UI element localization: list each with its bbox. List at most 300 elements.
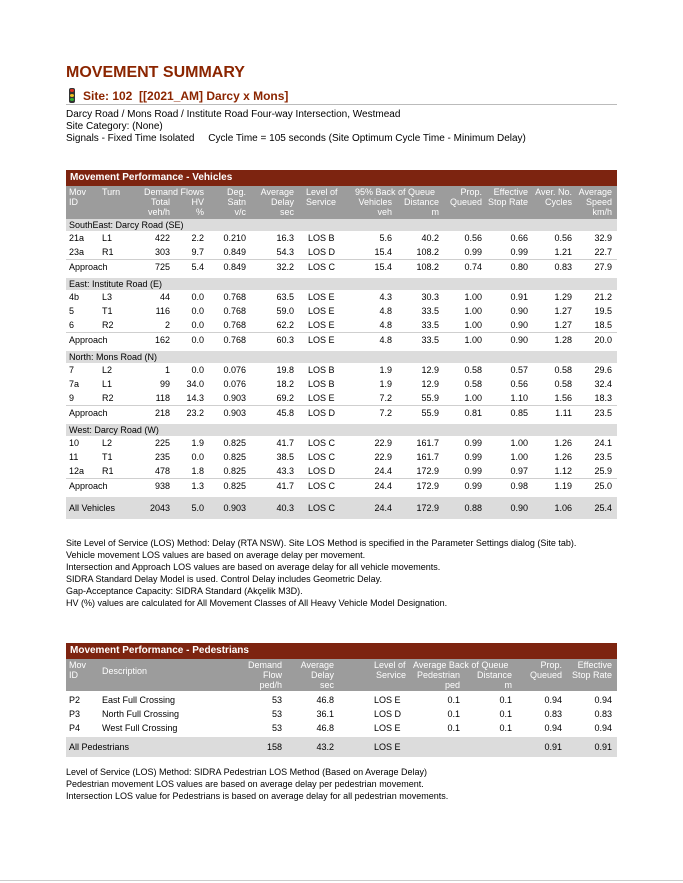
cell: 32.2 [276,262,294,272]
cell: All Pedestrians [69,742,130,752]
pedestrians-table [66,643,617,757]
cell: 0.90 [510,320,528,330]
cell: 1.9 [379,365,392,375]
cell: West Full Crossing [102,723,178,733]
header-delay-unit: sec [279,207,294,217]
cell: 0.90 [510,335,528,345]
header-deg: Deg. [226,187,246,197]
table-row [66,707,617,721]
cell: 0.91 [594,742,612,752]
cell: 19.5 [594,306,612,316]
cell: 0.88 [464,503,482,513]
cell: 29.6 [594,365,612,375]
cell: 41.7 [276,481,294,491]
note-line: Pedestrian movement LOS values are based on average delay per pedestrian movement. [66,779,424,789]
cell: 22.9 [374,438,392,448]
cell: 0.74 [464,262,482,272]
cell: 0.58 [554,365,572,375]
cell: LOS E [308,320,335,330]
table-row [66,391,617,405]
cell: 27.9 [594,262,612,272]
cell: 21.2 [594,292,612,302]
cell: 0.0 [191,292,204,302]
cell: 2.2 [191,233,204,243]
cell: 41.7 [276,438,294,448]
cell: 1.00 [510,452,528,462]
header-satn: Satn [227,197,246,207]
note-line: Vehicle movement LOS values are based on average delay per movement. [66,550,366,560]
cell: 0.1 [447,723,460,733]
cell: 0.1 [499,709,512,719]
cell: 108.2 [416,262,439,272]
cell: 0.56 [510,379,528,389]
cell: P2 [69,695,81,705]
header-prop: Prop. [540,660,562,670]
header-flow: Flow [262,670,282,680]
cell: 1.12 [554,466,572,476]
header-id: ID [69,670,78,680]
header-mov: Mov [69,660,87,670]
cell: 40.2 [421,233,439,243]
cell: 0.849 [223,247,246,257]
table-row [66,318,617,332]
approach-row [66,259,617,274]
cell: 45.8 [276,408,294,418]
cell: 0.94 [594,723,612,733]
cell: 422 [154,233,170,243]
cell: 218 [154,408,170,418]
header-queued: Queued [449,197,482,207]
traffic-signal-icon [69,88,75,103]
table-row [66,693,617,707]
cell: L1 [102,233,113,243]
cell: 1.26 [554,452,572,462]
cell: 0.91 [544,742,562,752]
cell: 116 [155,306,170,316]
table-row [66,721,617,735]
header-pedestrian: Pedestrian [416,670,460,680]
cell: L3 [102,292,113,302]
cell: LOS E [308,292,335,302]
cell: 0.825 [223,466,246,476]
cell: 0.825 [223,481,246,491]
cell: LOS C [308,503,336,513]
cell: 55.9 [421,408,439,418]
cell: 63.5 [276,292,294,302]
cell: Approach [69,335,108,345]
cell: 478 [154,466,170,476]
cell: 43.2 [316,742,334,752]
cell: R1 [102,466,114,476]
table-row [66,464,617,478]
cell: 1.00 [464,335,482,345]
cell: 32.4 [594,379,612,389]
cell: 0.94 [594,695,612,705]
cell: 62.2 [276,320,294,330]
header-level-of: Level of [374,660,406,670]
header-average-back-of-queue: Average Back of Queue [413,660,509,670]
header-average: Average [300,660,334,670]
header-speed-unit: km/h [592,207,612,217]
header-stop-rate: Stop Rate [487,197,528,207]
cell: 0.903 [223,393,246,403]
table-row [66,290,617,304]
cell: LOS E [374,742,401,752]
cell: Approach [69,408,108,418]
header-description: Description [102,666,148,676]
header-total: Total [150,197,170,207]
cell: 53 [271,709,282,719]
cell: 0.83 [544,709,562,719]
table-row [66,436,617,450]
cell: 21a [69,233,85,243]
cell: 0.825 [223,452,246,462]
cell: R1 [102,247,114,257]
pedestrians-table-body [66,691,617,757]
cell: 11 [69,452,79,462]
note-line: Level of Service (LOS) Method: SIDRA Pedestrian LOS Method (Based on Average Delay) [66,767,428,777]
cell: 0.56 [554,233,572,243]
header-delay: Delay [270,197,294,207]
header-service: Service [306,197,337,207]
cell: 0.0 [191,335,204,345]
cell: 2 [164,320,170,330]
cell: LOS C [308,262,336,272]
approach-group-header: West: Darcy Road (W) [66,424,617,436]
header-stop-rate: Stop Rate [571,670,612,680]
cell: 5 [69,306,75,316]
cell: 0.58 [464,365,482,375]
note-line: Intersection LOS value for Pedestrians is based on average delay for all pedestrian movements. [66,791,449,801]
cell: 0.0 [191,452,204,462]
cell: LOS C [308,438,336,448]
cell: 0.99 [464,481,482,491]
cell: 0.85 [510,408,528,418]
cell: 0.90 [510,503,528,513]
cell: 0.849 [223,262,246,272]
header-distance: Distance [403,197,439,207]
header-mov: Mov [69,187,87,197]
cell: 725 [154,262,170,272]
cell: 23a [69,247,85,257]
cell: 18.2 [276,379,294,389]
cell: 1.9 [191,438,204,448]
cell: 12.9 [421,365,439,375]
cell: 10 [69,438,80,448]
cell: 16.3 [276,233,294,243]
cell: 59.0 [276,306,294,316]
cell: LOS E [308,393,335,403]
cell: 25.9 [594,466,612,476]
report-title: MOVEMENT SUMMARY [66,64,245,81]
cell: 4b [69,292,80,302]
cell: 1 [164,365,170,375]
cell: 9.7 [191,247,204,257]
header-hv: HV [191,197,204,207]
cell: 0.1 [499,695,512,705]
cell: 0.98 [510,481,528,491]
cell: 60.3 [276,335,294,345]
cell: 0.99 [464,466,482,476]
vehicles-table [66,170,617,519]
cell: North Full Crossing [102,709,180,719]
cell: 0.1 [447,709,460,719]
approach-row [66,478,617,493]
cell: 0.210 [223,233,246,243]
header-delay: Delay [310,670,334,680]
cell: 0.1 [447,695,460,705]
cell: 225 [154,438,170,448]
cell: LOS C [308,452,336,462]
cell: 19.8 [276,365,294,375]
cell: 5.4 [191,262,204,272]
note-line: Intersection and Approach LOS values are based on average delay for all vehicle movements. [66,562,441,572]
cell: 53 [271,723,282,733]
header-pedestrian-unit: ped [444,680,460,690]
vehicles-table-body [66,219,617,519]
cell: 0.768 [223,320,246,330]
header-average-speed: Average [578,187,612,197]
cell: 0.0 [191,320,204,330]
cell: 0.768 [223,292,246,302]
header-total-unit: veh/h [147,207,170,217]
cell: L2 [102,438,113,448]
cell: 12.9 [421,379,439,389]
header-distance-unit: m [504,680,512,690]
cell: 55.9 [421,393,439,403]
cell: 1.00 [464,393,482,403]
cell: 46.8 [316,723,334,733]
cell: LOS E [308,306,335,316]
cell: 36.1 [316,709,334,719]
cell: 43.3 [276,466,294,476]
cell: LOS E [374,695,401,705]
cell: 172.9 [416,503,439,513]
header-vehicles-unit: veh [377,207,392,217]
all-vehicles-row [66,497,617,519]
cell: 0.99 [464,247,482,257]
cell: 0.903 [223,503,246,513]
cell: 0.56 [464,233,482,243]
header-speed: Speed [585,197,612,207]
cell: LOS D [308,408,336,418]
cell: R2 [102,320,114,330]
cell: 0.99 [510,247,528,257]
cell: 18.3 [594,393,612,403]
cell: 0.97 [510,466,528,476]
cell: 7.2 [379,408,392,418]
cell: 24.1 [594,438,612,448]
site-header [66,88,617,105]
approach-group-header: SouthEast: Darcy Road (SE) [66,219,617,231]
header-prop: Prop. [460,187,482,197]
table-row [66,377,617,391]
cell: LOS D [374,709,402,719]
cell: 235 [154,452,170,462]
cell: 303 [154,247,170,257]
cell: 4.8 [379,306,392,316]
cell: 0.768 [223,335,246,345]
cell: 22.7 [594,247,612,257]
cell: 1.3 [191,481,204,491]
cell: 172.9 [416,481,439,491]
cell: 161.7 [416,438,439,448]
cell: 4.8 [379,320,392,330]
cell: 108.2 [416,247,439,257]
cell: All Vehicles [69,503,116,513]
all-pedestrians-row [66,737,617,757]
cell: R2 [102,393,114,403]
approach-row [66,332,617,347]
header-vehicles: Vehicles [358,197,392,207]
cell: 4.3 [379,292,392,302]
cell: 23.5 [594,408,612,418]
cell: 1.00 [464,320,482,330]
cell: T1 [102,452,113,462]
cell: 1.56 [554,393,572,403]
cell: 0.076 [223,365,246,375]
cell: 33.5 [421,306,439,316]
cell: 1.8 [191,466,204,476]
site-category: Site Category: (None) [66,121,163,132]
cell: Approach [69,262,108,272]
cell: LOS B [308,365,335,375]
header-cycles: Cycles [544,197,572,207]
table-row [66,363,617,377]
cell: 1.27 [554,306,572,316]
cell: 5.0 [191,503,204,513]
pedestrians-table-header [66,659,617,691]
cell: 0.58 [464,379,482,389]
cell: LOS D [308,466,336,476]
cell: 1.00 [464,306,482,316]
cell: 1.06 [554,503,572,513]
cell: 1.10 [510,393,528,403]
cell: 6 [69,320,75,330]
header-hv-unit: % [195,207,204,217]
site-description: Darcy Road / Mons Road / Institute Road Four-way Intersection, Westmead [66,109,401,120]
cell: 0.99 [464,438,482,448]
cell: 33.5 [421,335,439,345]
cell: 23.5 [594,452,612,462]
cell: 1.26 [554,438,572,448]
cell: 24.4 [374,481,392,491]
cell: P3 [69,709,81,719]
cell: 0.1 [499,723,512,733]
header-id: ID [69,197,78,207]
cell: 24.4 [374,466,392,476]
cell: LOS E [308,335,335,345]
cell: 1.27 [554,320,572,330]
cell: 20.0 [594,335,612,345]
header-turn: Turn [102,187,121,197]
cell: 2043 [149,503,170,513]
cell: P4 [69,723,81,733]
cell: East Full Crossing [102,695,176,705]
cell: 161.7 [416,452,439,462]
header-distance: Distance [476,670,512,680]
cell: 33.5 [421,320,439,330]
cell: 46.8 [316,695,334,705]
cell: 0.99 [464,452,482,462]
cell: LOS C [308,481,336,491]
cell: 30.3 [421,292,439,302]
cell: 162 [154,335,170,345]
table-row [66,245,617,259]
cell: 40.3 [276,503,294,513]
header-aver-no: Aver. No. [535,187,572,197]
cell: 32.9 [594,233,612,243]
approach-row [66,405,617,420]
cell: 22.9 [374,452,392,462]
cell: 1.28 [554,335,572,345]
signal-info: Signals - Fixed Time Isolated Cycle Time = 105 seconds (Site Optimum Cycle Time - Minimum Delay) [66,133,526,144]
cell: 7a [69,379,80,389]
cell: LOS B [308,233,335,243]
cell: 15.4 [374,262,392,272]
cell: LOS B [308,379,335,389]
cell: 7.2 [379,393,392,403]
cell: 0.66 [510,233,528,243]
cell: 0.91 [510,292,528,302]
cell: 0.94 [544,695,562,705]
table-row [66,450,617,464]
cell: 0.0 [191,365,204,375]
cell: 34.0 [186,379,204,389]
cell: 0.83 [554,262,572,272]
cell: 4.8 [379,335,392,345]
cell: 0.80 [510,262,528,272]
cell: 12a [69,466,85,476]
cell: 53 [271,695,282,705]
vehicles-table-title: Movement Performance - Vehicles [66,170,617,186]
cell: 1.9 [379,379,392,389]
header-satn-unit: v/c [234,207,246,217]
header-service: Service [376,670,407,680]
cell: Approach [69,481,108,491]
header-demand: Demand [247,660,282,670]
cell: 14.3 [186,393,204,403]
note-line: Site Level of Service (LOS) Method: Delay (RTA NSW). Site LOS Method is specified in the Parameter Settings dialog (Site tab). [66,538,577,548]
cell: 1.11 [555,408,572,418]
vehicles-table-header [66,186,617,219]
cell: LOS E [374,723,401,733]
cell: 1.29 [554,292,572,302]
site-name: Site: 102 [[2021_AM] Darcy x Mons] [83,89,289,103]
header-effective: Effective [577,660,612,670]
cell: 25.4 [594,503,612,513]
cell: 0.90 [510,306,528,316]
cell: 15.4 [374,247,392,257]
cell: 118 [155,393,170,403]
header-queued: Queued [529,670,562,680]
cell: 1.00 [464,292,482,302]
header-average: Average [260,187,294,197]
cell: 25.0 [594,481,612,491]
page-footer-line [0,880,683,881]
header-distance-unit: m [431,207,439,217]
cell: 0.768 [223,306,246,316]
header-effective: Effective [493,187,528,197]
cell: L2 [102,365,113,375]
header-flow-unit: ped/h [259,680,282,690]
cell: 44 [159,292,170,302]
cell: 1.21 [554,247,572,257]
cell: L1 [102,379,113,389]
header-95-back-of-queue: 95% Back of Queue [355,187,436,197]
cell: 54.3 [276,247,294,257]
cell: 158 [266,742,282,752]
